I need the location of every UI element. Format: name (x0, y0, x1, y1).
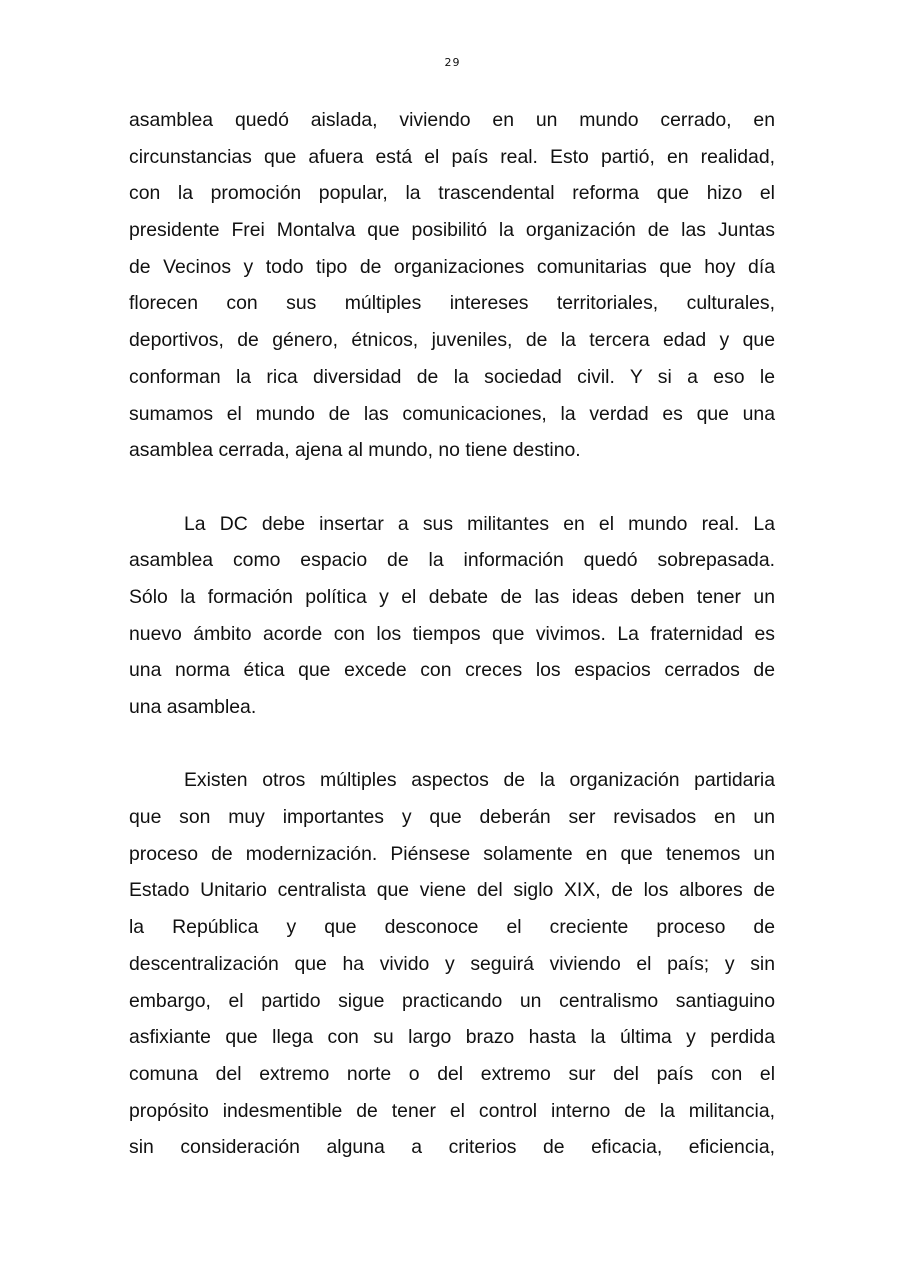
paragraph-2 (129, 506, 775, 726)
page-number: 29 (444, 56, 461, 69)
text-line: una asamblea. (129, 696, 257, 718)
text-line: proceso de modernización. Piénsese solamente en que tenemos un (129, 842, 775, 865)
text-line: la República y que desconoce el creciente proceso de (129, 916, 775, 939)
text-line: asfixiante que llega con su largo brazo hasta la última y perdida (129, 1026, 775, 1049)
text-line: nuevo ámbito acorde con los tiempos que vivimos. La fraternidad es (129, 622, 775, 645)
paragraph-spacer (129, 726, 775, 763)
paragraph-3 (129, 762, 775, 1166)
text-line: Sólo la formación política y el debate de las ideas deben tener un (129, 585, 775, 608)
text-line: florecen con sus múltiples intereses territoriales, culturales, (129, 292, 775, 315)
text-line: asamblea como espacio de la información quedó sobrepasada. (129, 549, 775, 572)
document-body (129, 102, 775, 1166)
text-line: con la promoción popular, la trascendental reforma que hizo el (129, 182, 775, 205)
text-line: sin consideración alguna a criterios de eficacia, eficiencia, (129, 1136, 775, 1159)
paragraph-1 (129, 102, 775, 469)
text-line: Existen otros múltiples aspectos de la organización partidaria (184, 769, 775, 792)
text-line: La DC debe insertar a sus militantes en el mundo real. La (184, 512, 775, 535)
text-line: descentralización que ha vivido y seguirá viviendo el país; y sin (129, 952, 775, 975)
text-line: de Vecinos y todo tipo de organizaciones comunitarias que hoy día (129, 255, 775, 278)
text-line: conforman la rica diversidad de la sociedad civil. Y si a eso le (129, 365, 775, 388)
text-line: una norma ética que excede con creces los espacios cerrados de (129, 659, 775, 682)
text-line: deportivos, de género, étnicos, juveniles, de la tercera edad y que (129, 329, 775, 352)
text-line: que son muy importantes y que deberán ser revisados en un (129, 806, 775, 829)
text-line: Estado Unitario centralista que viene del siglo XIX, de los albores de (129, 879, 775, 902)
text-line: presidente Frei Montalva que posibilitó la organización de las Juntas (129, 219, 775, 242)
text-line: comuna del extremo norte o del extremo sur del país con el (129, 1062, 775, 1085)
paragraph-spacer (129, 469, 775, 506)
text-line: sumamos el mundo de las comunicaciones, la verdad es que una (129, 402, 775, 425)
text-line: asamblea quedó aislada, viviendo en un mundo cerrado, en (129, 109, 775, 131)
text-line: asamblea cerrada, ajena al mundo, no tiene destino. (129, 439, 581, 462)
text-line: propósito indesmentible de tener el control interno de la militancia, (129, 1099, 775, 1122)
text-line: embargo, el partido sigue practicando un centralismo santiaguino (129, 989, 775, 1012)
text-line: circunstancias que afuera está el país real. Esto partió, en realidad, (129, 145, 775, 168)
